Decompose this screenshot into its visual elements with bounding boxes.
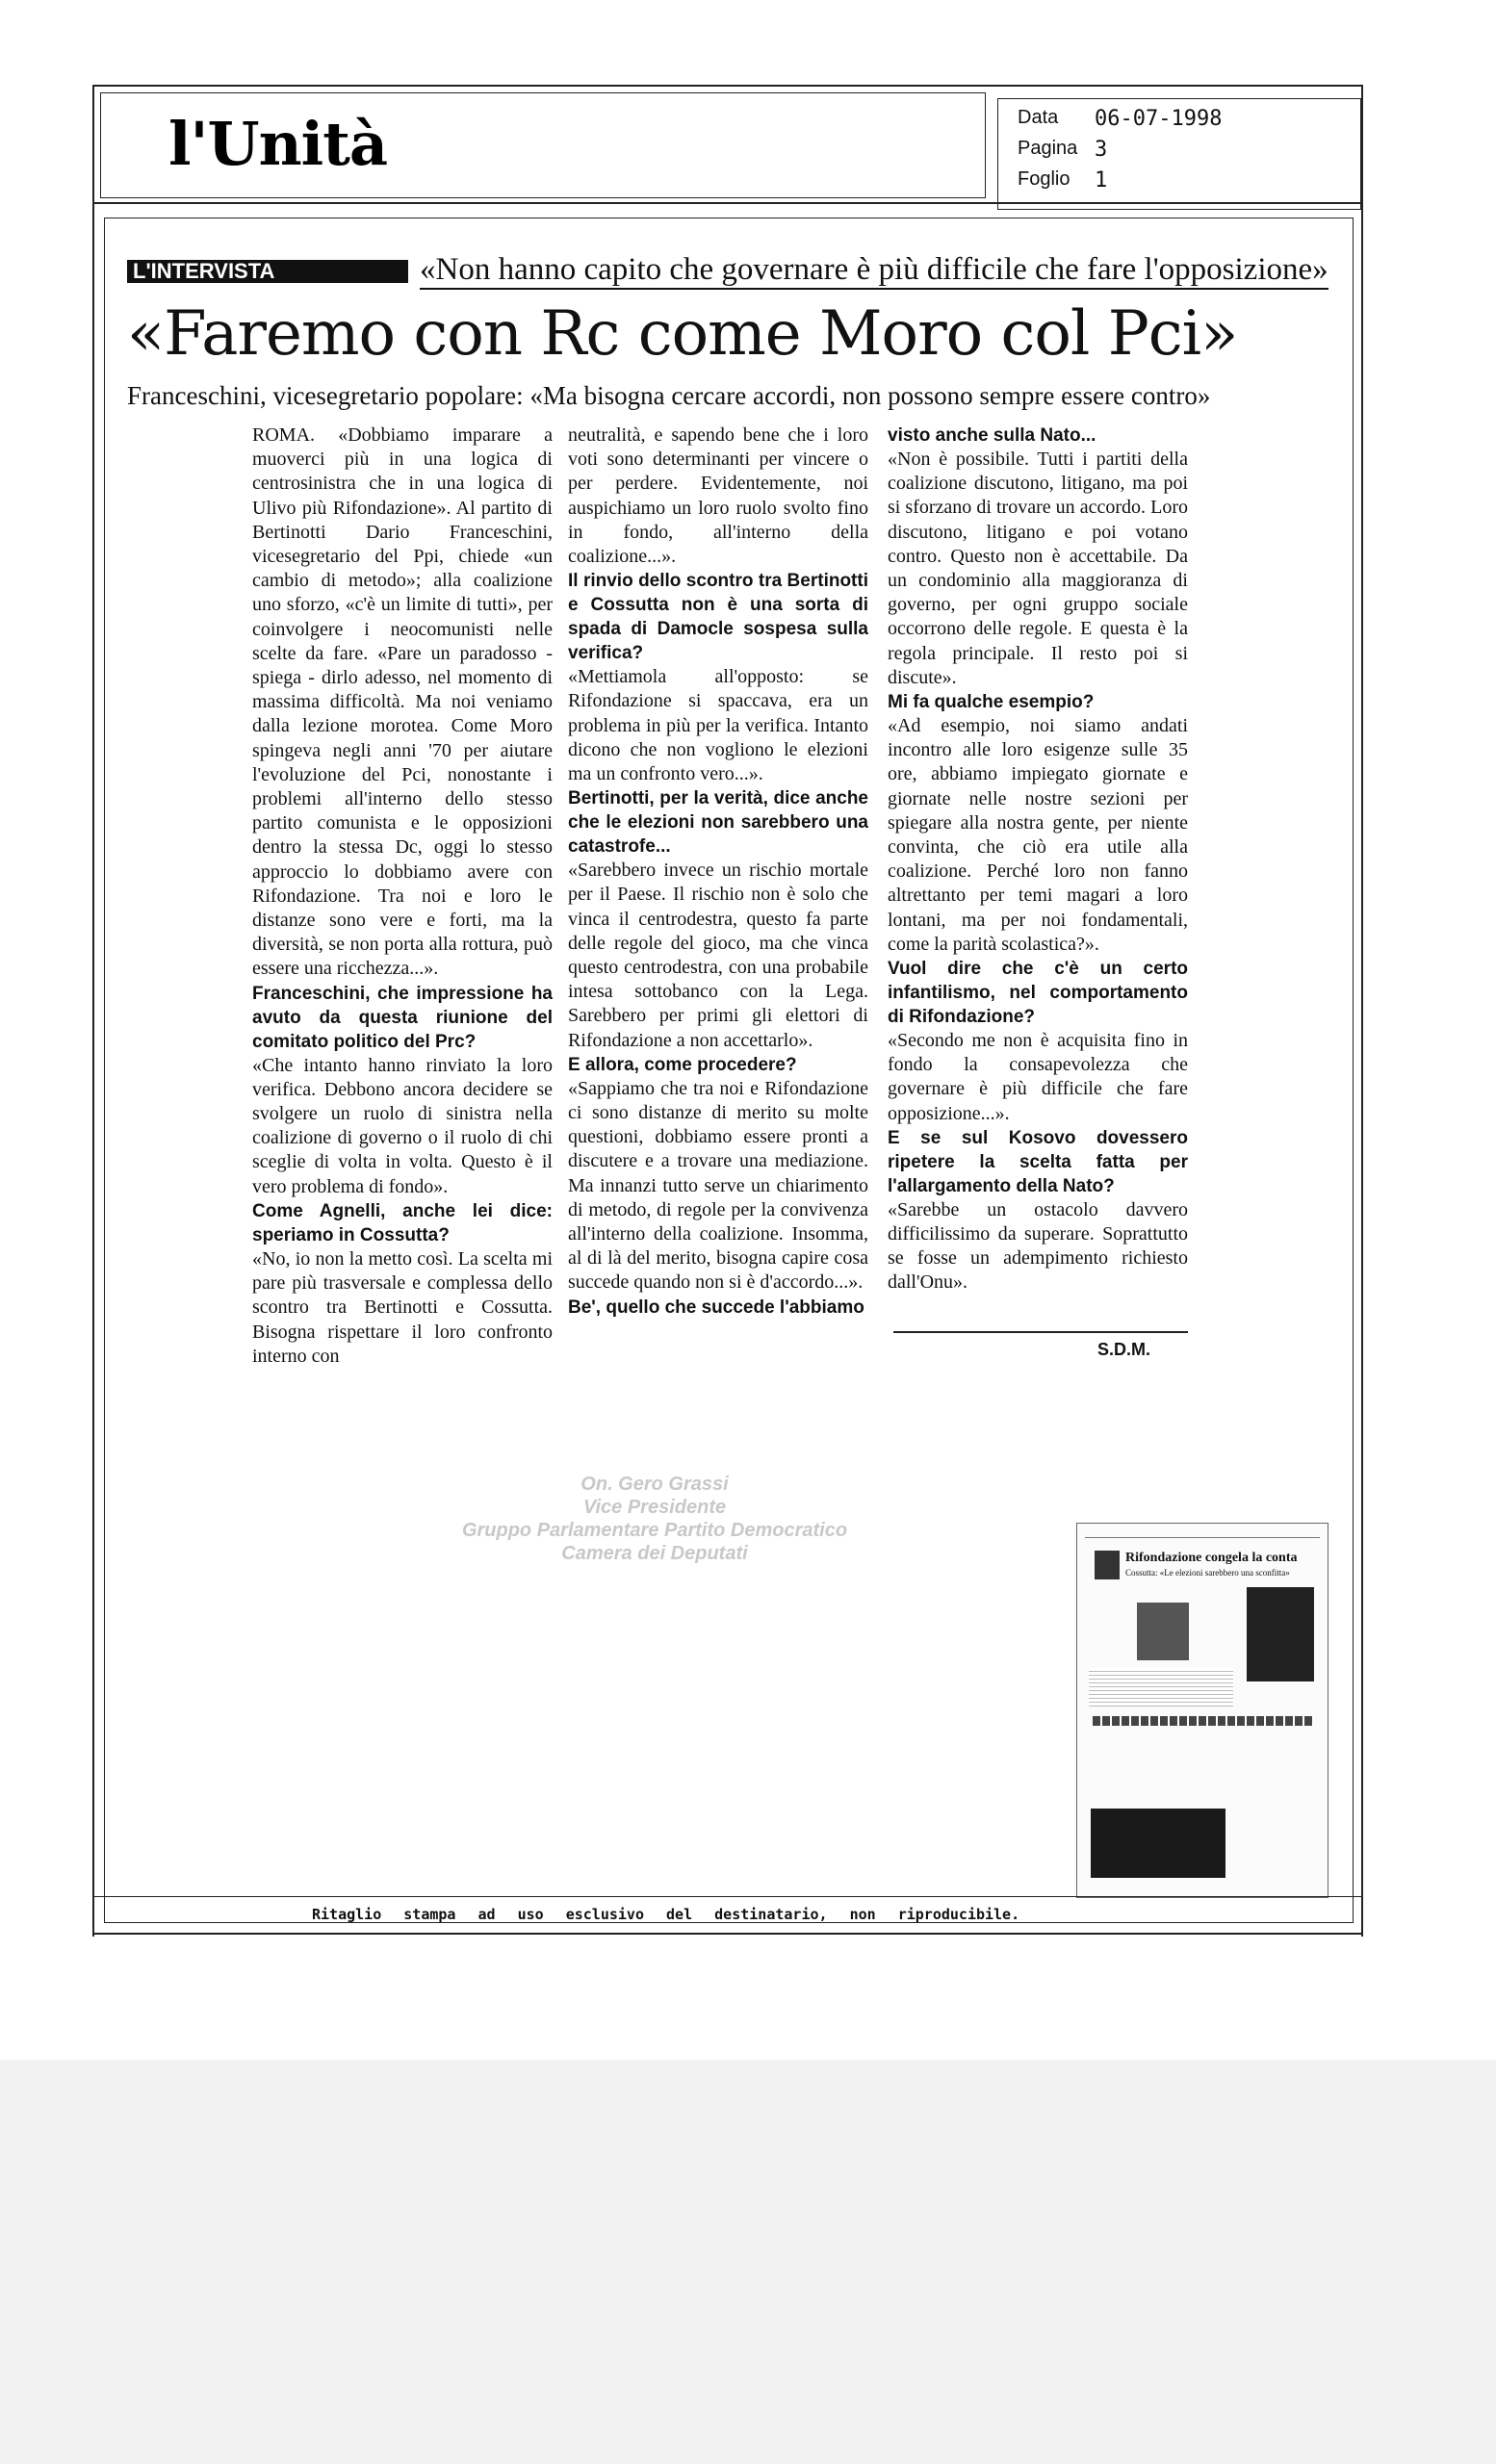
interview-question: Mi fa qualche esempio?: [888, 692, 1095, 713]
thumbnail-band: [1093, 1716, 1314, 1726]
date-label: Data: [1018, 107, 1059, 128]
stamp-line: Vice Presidente: [582, 1497, 727, 1518]
interview-question: visto anche sulla Nato...: [888, 425, 1096, 446]
article-column-2: [568, 424, 868, 1320]
article-paragraph: «Sarebbero invece un rischio mortale per il Paese. Il rischio non è solo che vinca il centrodestra, questo fa parte delle regole del gioco, ma che vinca questo centrodestra, con una probabile intesa sottobanco con la Lega. Sarebbero per primi gli elettori di Rifondazione a non accettarlo».: [568, 860, 868, 1051]
article-paragraph: «Sarebbe un ostacolo davvero difficilissimo da superare. Soprattutto se fosse un adempimento richiesto dall'Onu».: [888, 1198, 1188, 1294]
sheet-label: Foglio: [1018, 168, 1070, 190]
thumbnail-text-block: [1089, 1668, 1233, 1707]
metadata-box: [997, 98, 1361, 210]
article-paragraph: «Sappiamo che tra noi e Rifondazione ci sono distanze di merito su molte questioni, dobbiamo essere pronti a discutere e a trovare una mediazione. Ma innanzi tutto serve un chiarimento di metodo, di regole per la convivenza all'interno della coalizione. Insomma, al di là del merito, bisogna capire cosa succede quando non si è d'accordo...».: [568, 1077, 868, 1294]
kicker-label: L'INTERVISTA: [133, 259, 275, 283]
page-label: Pagina: [1018, 138, 1078, 159]
footer-rule: [92, 1896, 1363, 1897]
date-row: [1018, 107, 1223, 131]
sheet-value: 1: [1095, 168, 1108, 192]
article-paragraph: «Mettiamola all'opposto: se Rifondazione si spaccava, era un problema in più per la verifica. Intanto dicono che non vogliono le elezioni ma un confronto vero...».: [568, 666, 868, 785]
article-headline: «Faremo con Rc come Moro col Pci»: [127, 298, 1238, 370]
article-paragraph: ROMA. «Dobbiamo imparare a muoverci più in una logica di centrosinistra che in una logica di Ulivo più Rifondazione». Al partito di Bertinotti Dario Franceschini, vicesegretario del Ppi, chiede «un cambio di metodo»; alla coalizione uno sforzo, «c'è un limite di tutti», per coinvolgere i neocomunisti nelle scelte da fare. «Pare un paradosso - spiega - dirlo adesso, nel momento di massima difficoltà. Ma noi veniamo dalla lezione morotea. Come Moro spingeva negli anni '70 per aiutare l'evoluzione del Pci, nonostante i problemi all'interno dello stesso partito comunista e le opposizioni dentro la stessa Dc, oggi lo stesso approccio lo dobbiamo avere con Rifondazione. Tra noi e loro le distanze sono vere e forti, ma la diversità, se non porta alla rottura, può essere una ricchezza...».: [252, 424, 553, 980]
thumbnail-photo: [1137, 1603, 1189, 1660]
page-value: 3: [1095, 138, 1108, 162]
article-paragraph: «Non è possibile. Tutti i partiti della coalizione discutono, litigano, ma poi si sforzano di trovare un accordo. Loro discutono, litigano e poi votano contro. Questo non è accettabile. Da un condominio alla maggioranza di governo, per ogni gruppo sociale occorrono delle regole. E questa è la regola principale. Il resto poi si discute».: [888, 449, 1188, 688]
article-deck: Franceschini, vicesegretario popolare: «Ma bisogna cercare accordi, non possono sempre essere contro»: [127, 381, 1211, 410]
masthead-box: [100, 92, 986, 198]
interview-question: E se sul Kosovo dovessero ripetere la scelta fatta per l'allargamento della Nato?: [888, 1127, 1188, 1196]
interview-question: Franceschini, che impressione ha avuto da questa riunione del comitato politico del Prc?: [252, 983, 553, 1052]
stamp-line: On. Gero Grassi: [580, 1474, 729, 1495]
author-signature: S.D.M.: [1097, 1340, 1151, 1359]
article-paragraph: «Secondo me non è acquisita fino in fondo la consapevolezza che governare è più difficile che fare opposizione...».: [888, 1030, 1188, 1124]
thumbnail-logo: [1095, 1551, 1120, 1579]
article-paragraph: «Che intanto hanno rinviato la loro verifica. Debbono ancora decidere se svolgere un ruolo di sinistra nella coalizione di governo o il ruolo di chi sceglie di volta in volta. Questo è il vero problema di fondo».: [252, 1054, 553, 1197]
article-column-1: [252, 424, 553, 1369]
date-value: 06-07-1998: [1095, 107, 1223, 131]
thumbnail-topline: [1085, 1529, 1320, 1538]
footer-notice: Ritaglio stampa ad uso esclusivo del destinatario, non riproducibile.: [312, 1906, 1020, 1923]
article-column-3: [888, 424, 1188, 1296]
interview-question: Come Agnelli, anche lei dice: speriamo in Cossutta?: [252, 1200, 553, 1245]
interview-question: Bertinotti, per la verità, dice anche che le elezioni non sarebbero una catastrofe...: [568, 788, 868, 858]
sheet-row: [1018, 168, 1108, 192]
thumbnail-title: Rifondazione congela la conta: [1125, 1551, 1298, 1565]
thumbnail-dark-block: [1091, 1809, 1225, 1878]
scan-background: [0, 2060, 1496, 2464]
article-paragraph: neutralità, e sapendo bene che i loro voti sono determinanti per vincere o per perdere. Evidentemente, noi auspichiamo un loro ruolo svolto fino in fondo, all'interno della coalizione...».: [568, 424, 868, 568]
interview-question: E allora, come procedere?: [568, 1054, 797, 1075]
article-subhead: «Non hanno capito che governare è più difficile che fare l'opposizione»: [420, 252, 1328, 290]
interview-question: Il rinvio dello scontro tra Bertinotti e Cossutta non è una sorta di spada di Damocle sospesa sulla verifica?: [568, 571, 868, 664]
stamp-line: Gruppo Parlamentare Partito Democratico: [461, 1520, 848, 1541]
signature-rule: [893, 1331, 1188, 1333]
page-thumbnail: [1076, 1523, 1328, 1898]
article-paragraph: «Ad esempio, noi siamo andati incontro alle loro esigenze sulle 35 ore, abbiamo impiegato giornate e giornate nelle nostre sezioni per spiegare alla nostra gente, per niente convinta, che ciò era utile alla coalizione. Perché loro non fanno altrettanto per temi magari a loro lontani, ma per noi fondamentali, come la parità scolastica?».: [888, 715, 1188, 955]
thumbnail-photo: [1247, 1587, 1314, 1681]
interview-question: Vuol dire che c'è un certo infantilismo, nel comportamento di Rifondazione?: [888, 959, 1188, 1028]
watermark-stamp: [385, 1473, 924, 1565]
page-row: [1018, 138, 1108, 162]
interview-question: Be', quello che succede l'abbiamo: [568, 1296, 864, 1318]
article-paragraph: «No, io non la metto così. La scelta mi pare più trasversale e complessa dello scontro tra Bertinotti e Cossutta. Bisogna rispettare il loro confronto interno con: [252, 1247, 553, 1367]
stamp-line: Camera dei Deputati: [561, 1543, 748, 1564]
newspaper-logo: l'Unità: [168, 109, 388, 179]
thumbnail-subtitle: Cossutta: «Le elezioni sarebbero una sconfitta»: [1125, 1568, 1290, 1578]
kicker-bar: [127, 260, 408, 283]
